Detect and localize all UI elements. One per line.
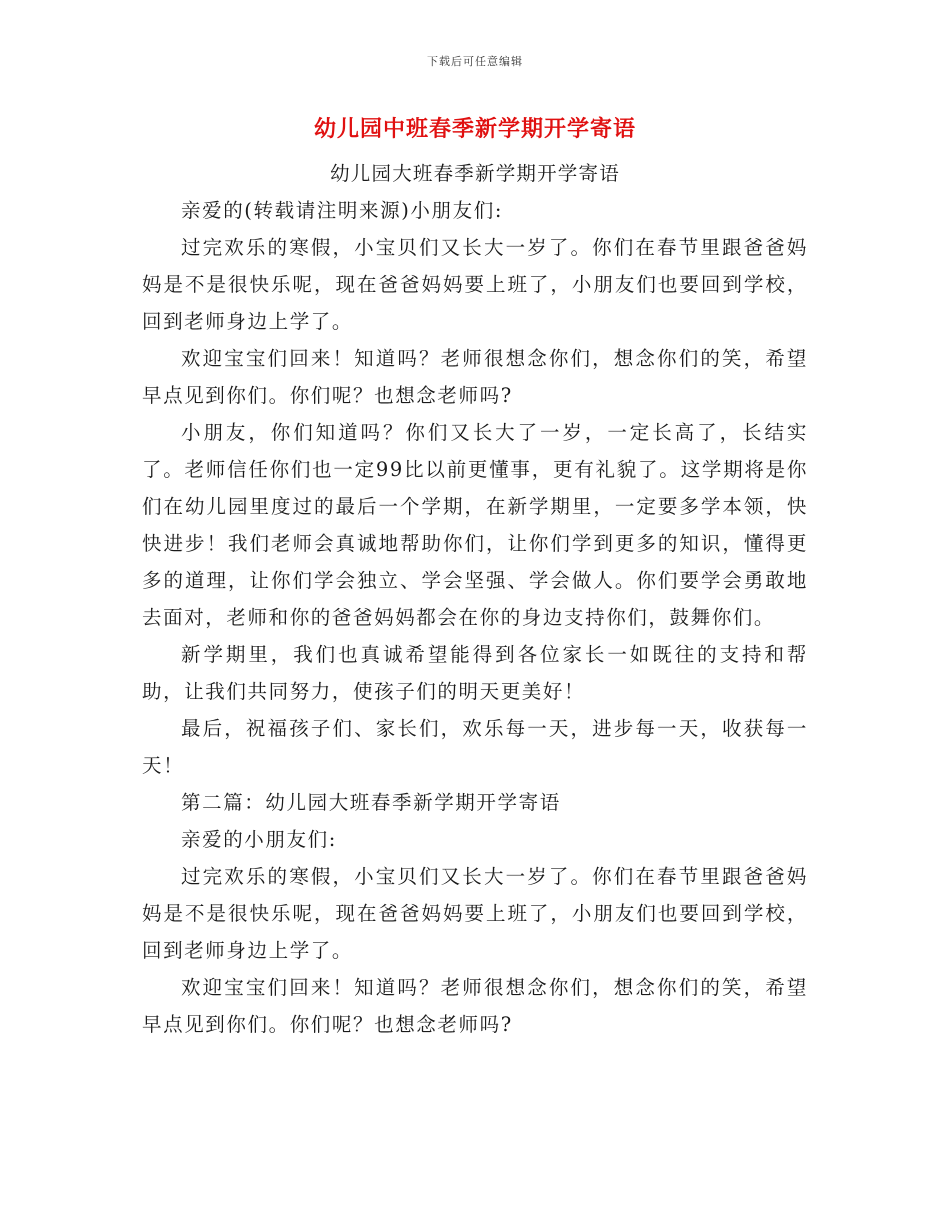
paragraph: 小朋友，你们知道吗？你们又长大了一岁，一定长高了，长结实了。老师信任你们也一定99比以前更懂事，更有礼貌了。这学期将是你们在幼儿园里度过的最后一个学期，在新学期里，一定要多学本领，快快进步！我们老师会真诚地帮助你们，让你们学到更多的知识，懂得更多的道理，让你们学会独立、学会坚强、学会做人。你们要学会勇敢地去面对，老师和你的爸爸妈妈都会在你的身边支持你们，鼓舞你们。 <box>142 421 808 629</box>
paragraph: 欢迎宝宝们回来！知道吗？老师很想念你们，想念你们的笑，希望早点见到你们。你们呢？也想念老师吗? <box>142 976 808 1036</box>
document-body <box>142 155 808 1043</box>
document-subtitle: 幼儿园大班春季新学期开学寄语 <box>330 162 620 185</box>
paragraph: 新学期里，我们也真诚希望能得到各位家长一如既往的支持和帮助，让我们共同努力，使孩子们的明天更美好！ <box>142 643 808 703</box>
header-note: 下载后可任意编辑 <box>427 55 523 68</box>
paragraph: 最后，祝福孩子们、家长们，欢乐每一天，进步每一天，收获每一天！ <box>142 717 808 777</box>
paragraph: 过完欢乐的寒假，小宝贝们又长大一岁了。你们在春节里跟爸爸妈妈是不是很快乐呢，现在爸爸妈妈要上班了，小朋友们也要回到学校，回到老师身边上学了。 <box>142 865 808 962</box>
paragraph: 欢迎宝宝们回来！知道吗？老师很想念你们，想念你们的笑，希望早点见到你们。你们呢？也想念老师吗? <box>142 347 808 407</box>
document-title: 幼儿园中班春季新学期开学寄语 <box>313 116 636 142</box>
section-heading: 第二篇：幼儿园大班春季新学期开学寄语 <box>181 791 561 814</box>
paragraph-greeting: 亲爱的(转载请注明来源)小朋友们: <box>181 199 503 222</box>
paragraph: 过完欢乐的寒假，小宝贝们又长大一岁了。你们在春节里跟爸爸妈妈是不是很快乐呢，现在爸爸妈妈要上班了，小朋友们也要回到学校，回到老师身边上学了。 <box>142 236 808 333</box>
paragraph-greeting: 亲爱的小朋友们: <box>181 828 337 851</box>
